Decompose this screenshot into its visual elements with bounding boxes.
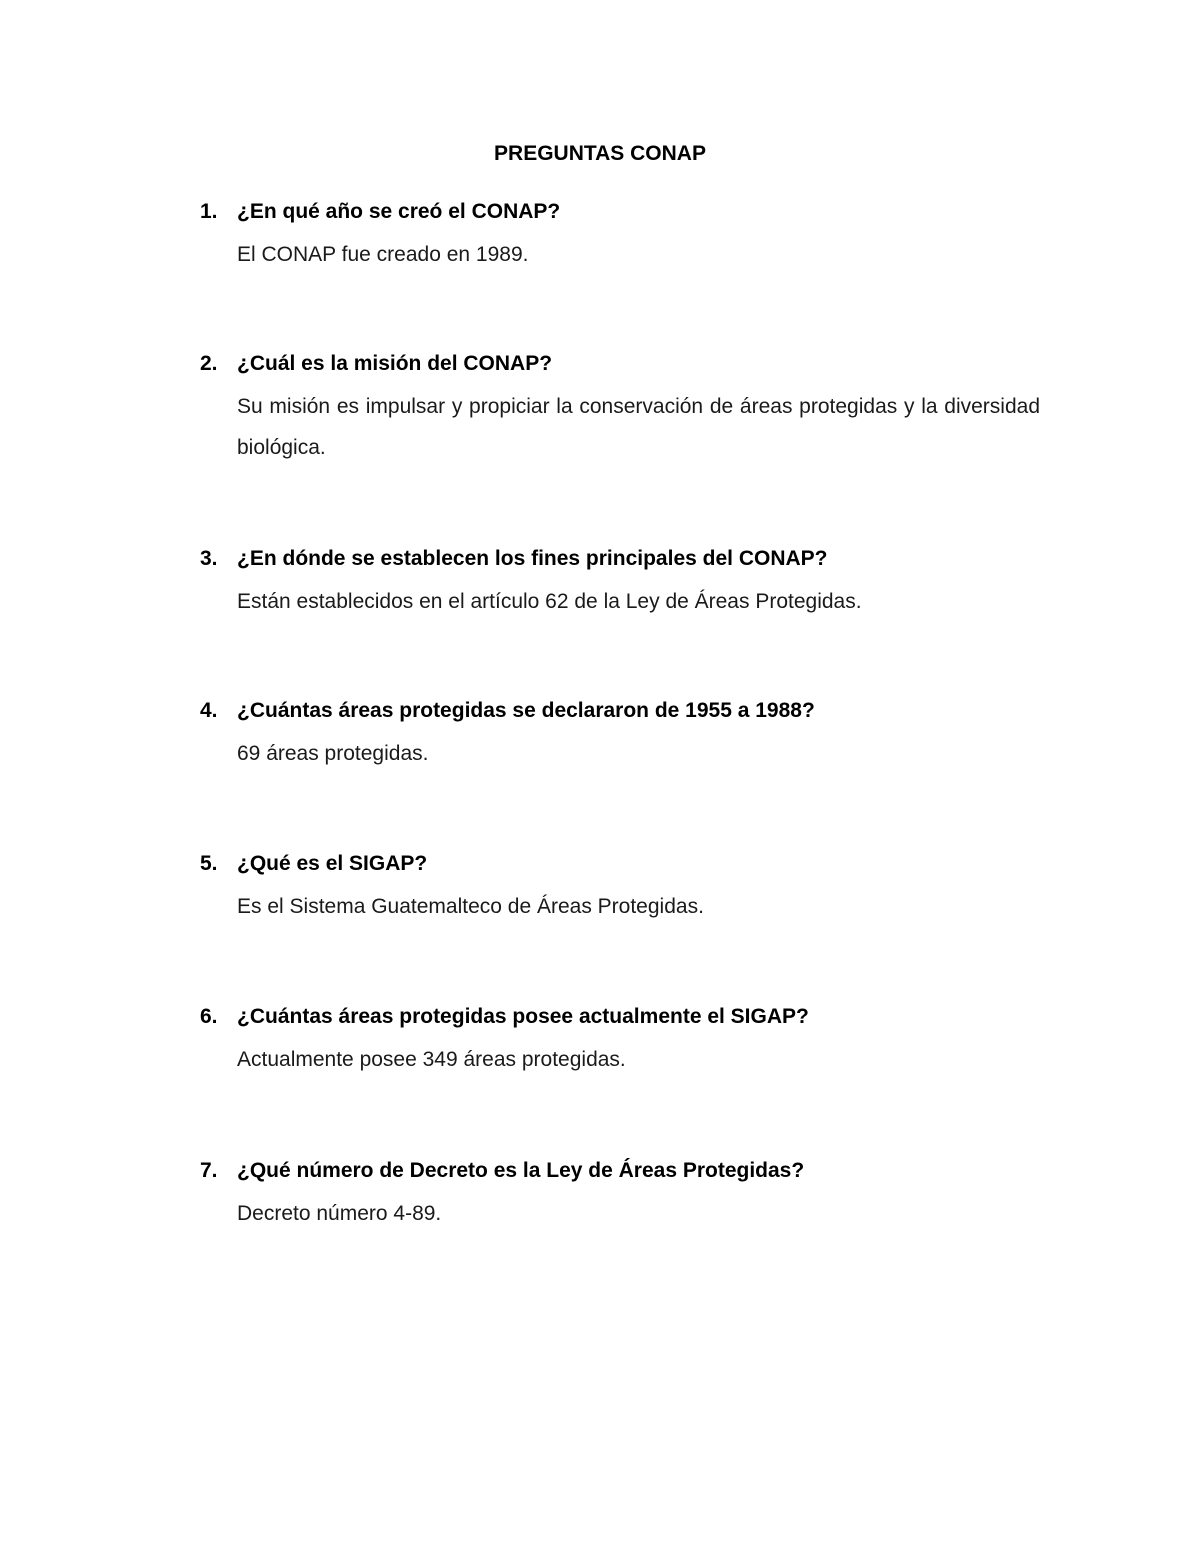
qa-item-3 [200,545,1040,622]
page-title: PREGUNTAS CONAP [494,142,706,165]
question-text: ¿En qué año se creó el CONAP? [237,200,561,223]
question-4 [200,697,1040,725]
qa-item-4 [200,697,1040,774]
answer-6: Actualmente posee 349 áreas protegidas. [237,1048,626,1071]
question-7 [200,1157,1040,1185]
question-number: 5. [200,852,218,875]
question-number: 3. [200,547,218,570]
qa-item-5 [200,850,1040,927]
question-text: ¿Cuántas áreas protegidas posee actualmente el SIGAP? [237,1005,809,1028]
question-number: 2. [200,352,218,375]
qa-item-7 [200,1157,1040,1234]
question-number: 7. [200,1159,218,1182]
answer-5: Es el Sistema Guatemalteco de Áreas Protegidas. [237,895,704,918]
qa-item-2 [200,350,1040,468]
answer-1: El CONAP fue creado en 1989. [237,243,529,266]
question-text: ¿Cuál es la misión del CONAP? [237,352,553,375]
question-3 [200,545,1040,573]
question-text: ¿Qué número de Decreto es la Ley de Áreas Protegidas? [237,1159,805,1182]
qa-item-1 [200,198,1040,275]
question-6 [200,1003,1040,1031]
question-number: 1. [200,200,218,223]
answer-2: Su misión es impulsar y propiciar la conservación de áreas protegidas y la diversidad biológica. [237,395,1040,459]
question-text: ¿Qué es el SIGAP? [237,852,428,875]
answer-3: Están establecidos en el artículo 62 de la Ley de Áreas Protegidas. [237,590,862,613]
qa-item-6 [200,1003,1040,1080]
answer-4: 69 áreas protegidas. [237,742,429,765]
answer-7: Decreto número 4-89. [237,1202,442,1225]
question-number: 4. [200,699,218,722]
question-text: ¿En dónde se establecen los fines principales del CONAP? [237,547,828,570]
question-5 [200,850,1040,878]
question-1 [200,198,1040,226]
question-2 [200,350,1040,378]
question-text: ¿Cuántas áreas protegidas se declararon de 1955 a 1988? [237,699,815,722]
question-number: 6. [200,1005,218,1028]
